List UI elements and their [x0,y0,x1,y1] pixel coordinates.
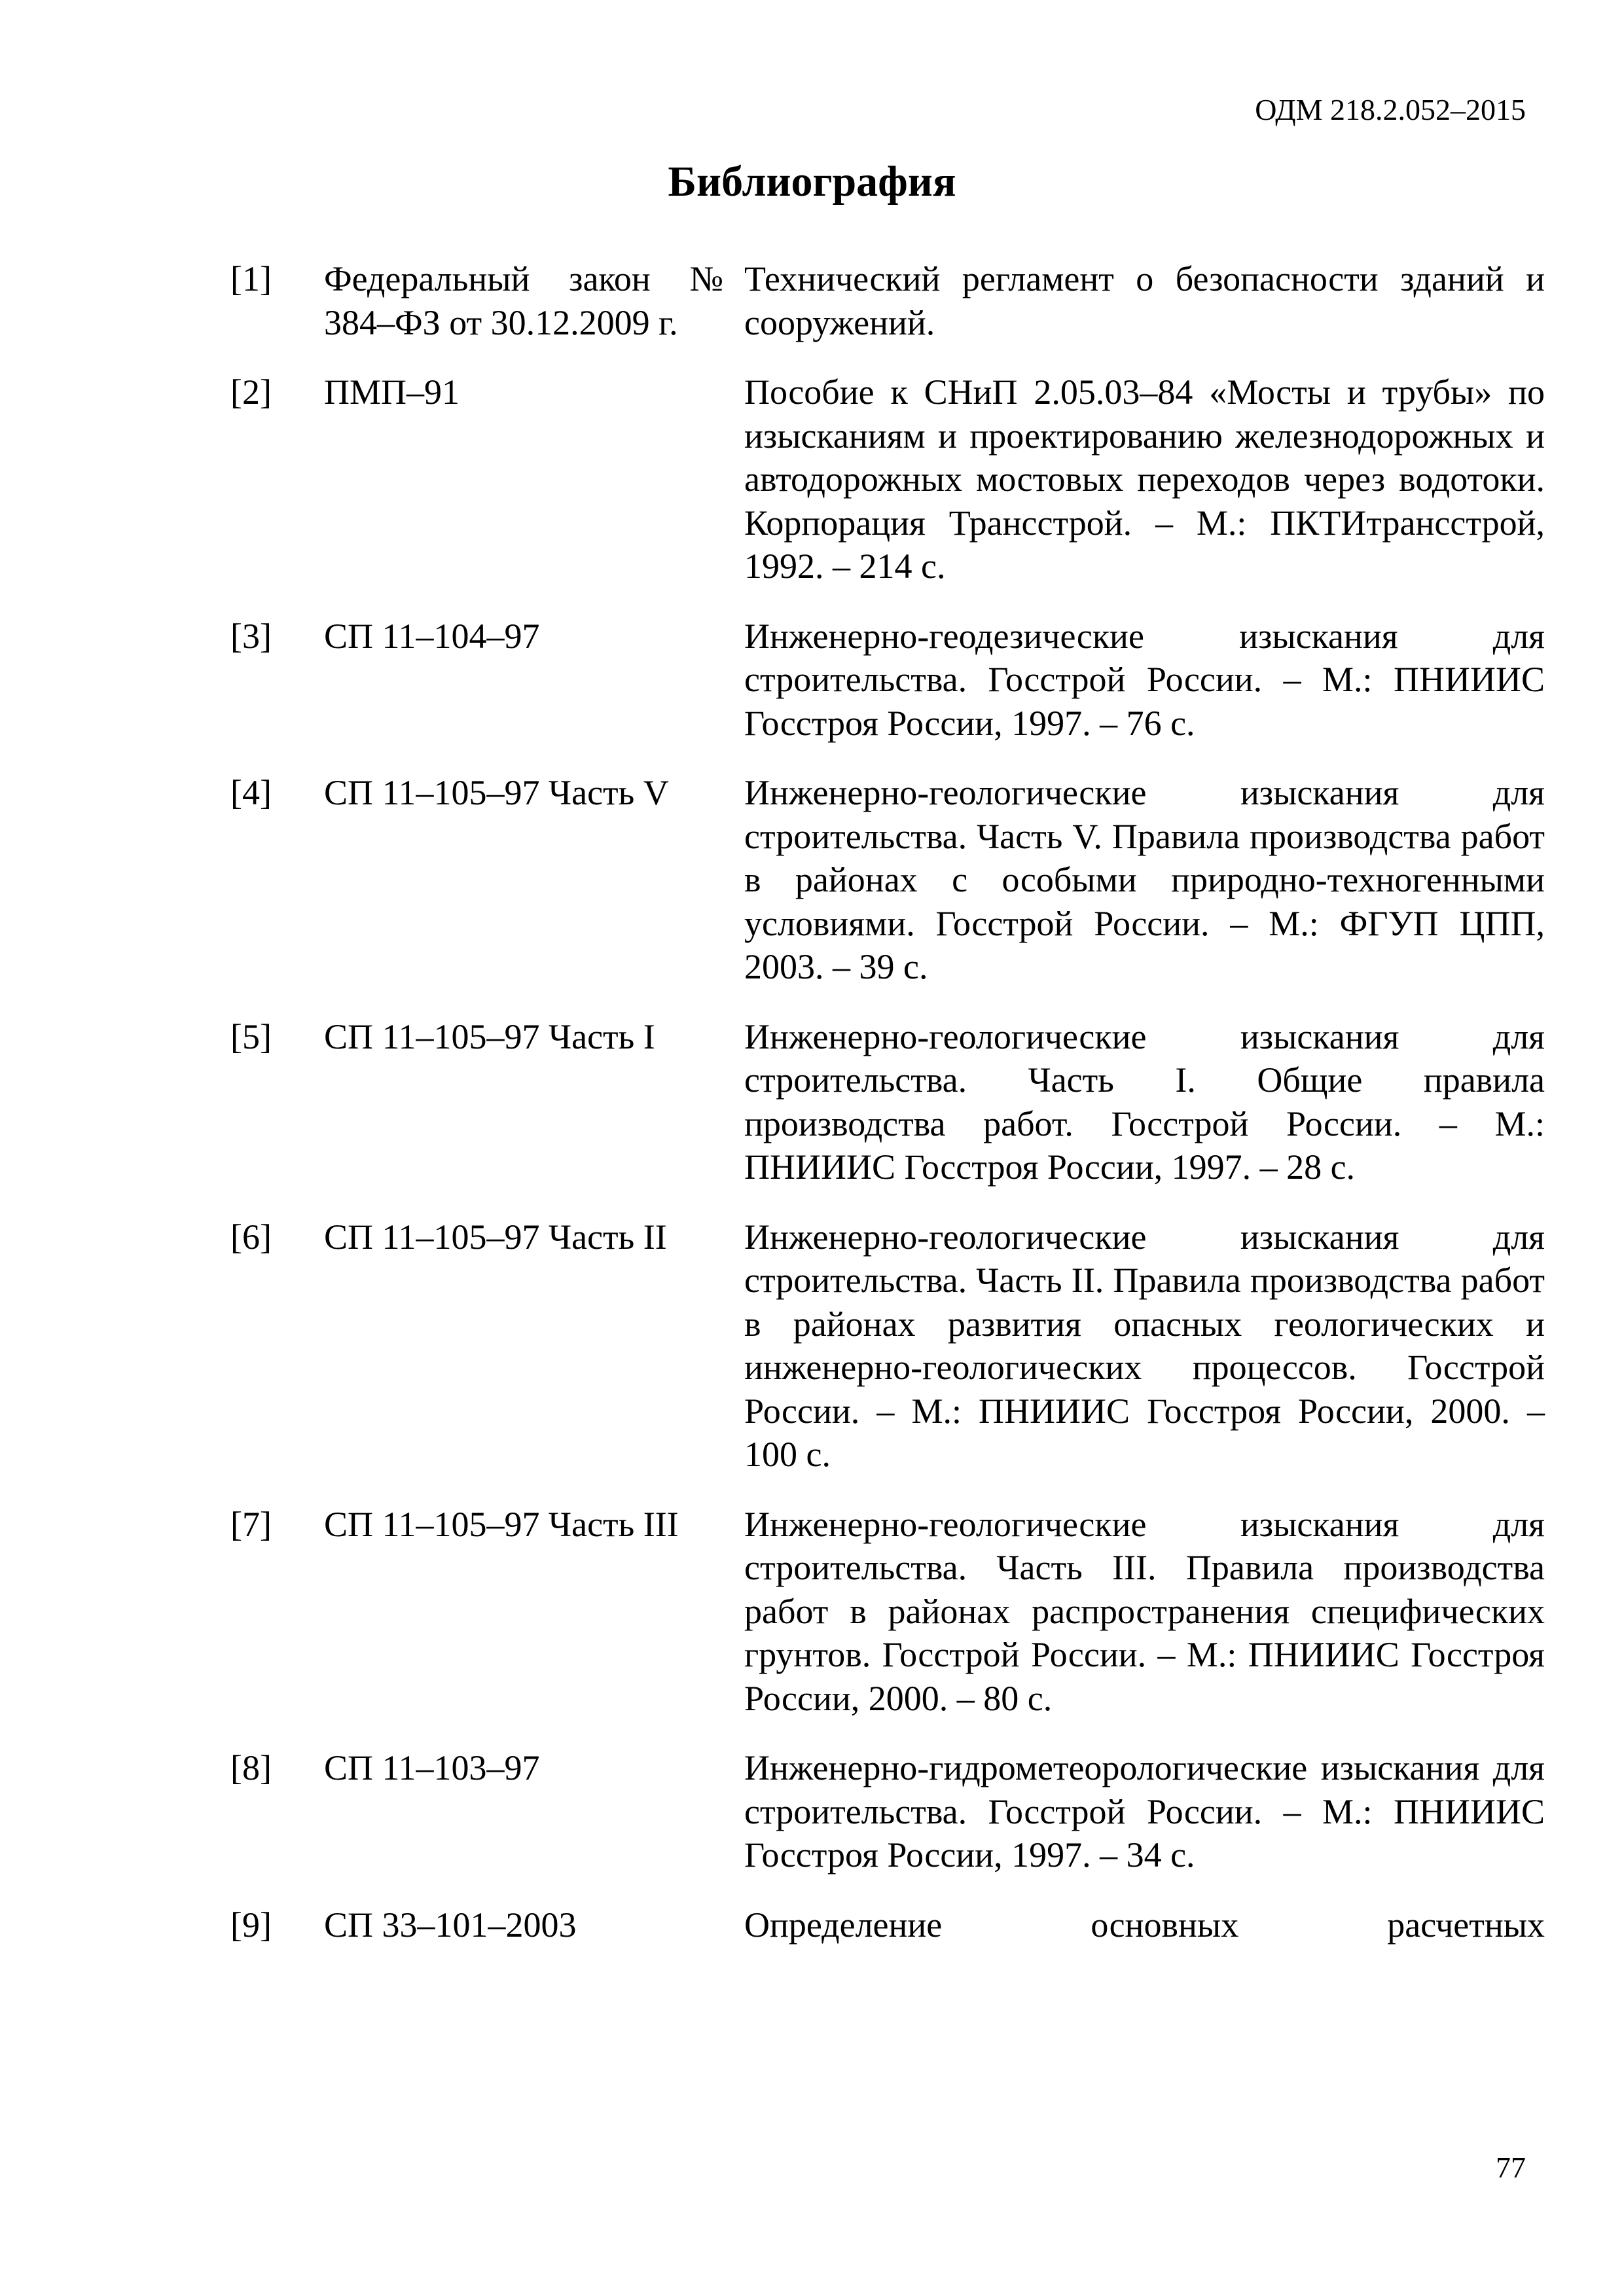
entry-number: [3] [230,616,272,656]
entry-number: [6] [230,1217,272,1257]
bibliography-entry [230,370,1545,588]
entry-number: [7] [230,1504,272,1544]
entry-reference: СП 11–105–97 Часть V [324,773,669,812]
entry-number: [1] [230,259,272,298]
entry-description: Технический регламент о безопасности зданий и сооружений. [744,259,1545,342]
bibliography-entry [230,1746,1545,1877]
page-title: Библиография [668,158,956,206]
entry-description: Инженерно-геологические изыскания для строительства. Часть I. Общие правила производства работ. Госстрой России. – М.: ПНИИИС Госстроя России, 1997. – 28 с. [744,1016,1545,1187]
entry-reference: СП 33–101–2003 [324,1905,577,1945]
bibliography-entry [230,1215,1545,1477]
document-code: ОДМ 218.2.052–2015 [1255,93,1526,126]
bibliography-entry [230,257,1545,344]
entry-number: [2] [230,372,272,412]
entry-number: [4] [230,773,272,812]
entry-description: Инженерно-геологические изыскания для строительства. Часть III. Правила производства работ в районах распространения специфических грунтов. Госстрой России. – М.: ПНИИИС Госстроя России, 2000. – 80 с. [744,1504,1545,1718]
page-number: 77 [1496,2151,1526,2184]
bibliography-entry [230,771,1545,989]
entry-description: Инженерно-геологические изыскания для строительства. Часть II. Правила производства работ в районах развития опасных геологических и инженерно-геологических процессов. Госстрой России. – М.: ПНИИИС Госстроя России, 2000. – 100 с. [744,1217,1545,1474]
entry-number: [8] [230,1748,272,1787]
entry-description: Определение основных расчетных [744,1905,1545,1945]
entry-number: [5] [230,1016,272,1056]
entry-reference: СП 11–105–97 Часть II [324,1217,667,1257]
bibliography-entry [230,1903,1545,1947]
bibliography-entry [230,1503,1545,1721]
bibliography-entry [230,1015,1545,1189]
entry-reference: Федеральный закон № 384–ФЗ от 30.12.2009 г. [324,259,723,342]
entry-reference: ПМП–91 [324,372,460,412]
entry-description: Инженерно-гидрометеорологические изыскания для строительства. Госстрой России. – М.: ПНИИИС Госстроя России, 1997. – 34 с. [744,1748,1545,1874]
entry-reference: СП 11–104–97 [324,616,540,656]
entry-reference: СП 11–105–97 Часть I [324,1016,655,1056]
entry-reference: СП 11–105–97 Часть III [324,1504,679,1544]
entry-description: Инженерно-геодезические изыскания для строительства. Госстрой России. – М.: ПНИИИС Госстроя России, 1997. – 76 с. [744,616,1545,743]
bibliography-entry [230,615,1545,745]
bibliography-list [230,257,1545,1946]
entry-number: [9] [230,1905,272,1945]
entry-description: Инженерно-геологические изыскания для строительства. Часть V. Правила производства работ в районах с особыми природно-техногенными условиями. Госстрой России. – М.: ФГУП ЦПП, 2003. – 39 с. [744,773,1545,986]
entry-reference: СП 11–103–97 [324,1748,540,1787]
entry-description: Пособие к СНиП 2.05.03–84 «Мосты и трубы» по изысканиям и проектированию железнодорожных и автодорожных мостовых переходов через водотоки. Корпорация Трансстрой. – М.: ПКТИтрансстрой, 1992. – 214 с. [744,372,1545,586]
